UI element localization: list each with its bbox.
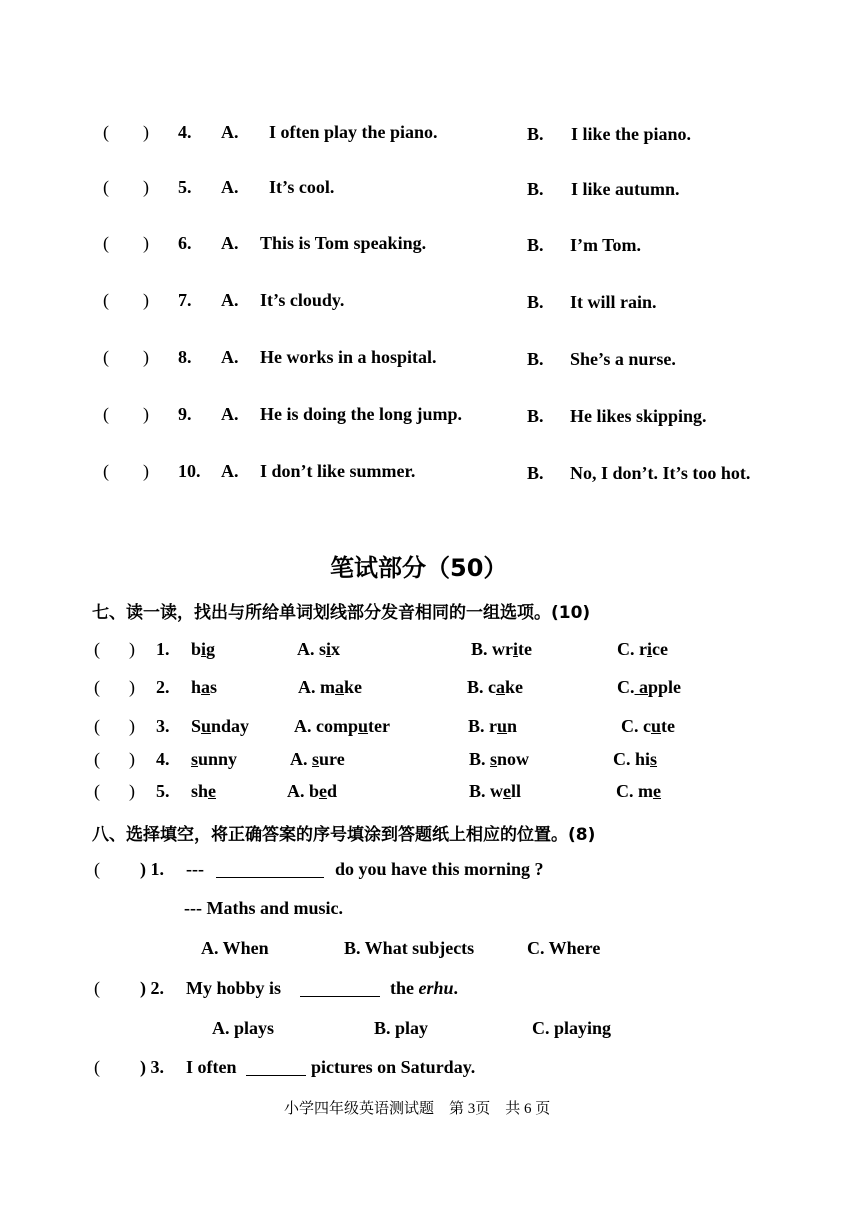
word-part: nday: [211, 716, 250, 736]
underlined-letters: a: [201, 677, 211, 697]
word-part: ll: [511, 781, 522, 801]
word-part: S: [191, 716, 202, 736]
answer-paren-close[interactable]: ): [143, 404, 149, 424]
q1-option-b: B. What subjects: [344, 938, 475, 958]
q2-option-b: B. play: [374, 1018, 429, 1038]
word-part: B. wr: [471, 639, 513, 659]
option-b-text: It will rain.: [570, 292, 657, 312]
option-b: [467, 677, 523, 698]
underlined-letters: s: [312, 749, 320, 769]
underlined-letters: e: [503, 781, 512, 801]
q1-number: ) 1.: [140, 859, 164, 879]
answer-paren-open[interactable]: (: [103, 461, 109, 481]
option-b-label: B.: [527, 406, 544, 426]
option-b: [469, 749, 529, 770]
word-part: s: [210, 677, 218, 697]
underlined-letters: u: [358, 716, 369, 736]
word-part: ure: [319, 749, 345, 769]
q1-stem: do you have this morning ?: [335, 859, 544, 879]
option-b-text: I like the piano.: [571, 124, 692, 144]
answer-paren-open[interactable]: (: [94, 749, 100, 769]
q2-stem-start: My hobby is: [186, 978, 282, 998]
word-part: pple: [648, 677, 682, 697]
given-word: [191, 749, 237, 770]
word-part: A. s: [297, 639, 327, 659]
option-c: [616, 781, 661, 802]
option-c: [617, 677, 681, 698]
option-b-label: B.: [527, 349, 544, 369]
word-part: B. w: [469, 781, 504, 801]
word-part: te: [518, 639, 532, 659]
answer-paren-close[interactable]: ): [129, 716, 135, 736]
underlined-letters: s: [191, 749, 199, 769]
underlined-letters: e: [208, 781, 217, 801]
word-part: unny: [198, 749, 238, 769]
underlined-letters: a: [634, 677, 648, 697]
option-b: [469, 781, 521, 802]
option-a-label: A.: [221, 177, 239, 197]
option-b-label: B.: [527, 179, 544, 199]
answer-paren-open[interactable]: (: [103, 404, 109, 424]
answer-paren-close[interactable]: ): [143, 290, 149, 310]
word-part: ke: [344, 677, 362, 697]
q3-number: ) 3.: [140, 1057, 164, 1077]
word-part: g: [206, 639, 216, 659]
item-number: 5.: [178, 177, 192, 197]
page-footer: 小学四年级英语测试题 第 3页 共 6 页: [284, 1101, 551, 1117]
word-part: B. r: [468, 716, 497, 736]
option-a-text: This is Tom speaking.: [260, 233, 427, 253]
word-part: b: [191, 639, 202, 659]
answer-paren-close[interactable]: ): [129, 639, 135, 659]
word-part: A. comp: [294, 716, 358, 736]
underlined-letters: i: [513, 639, 519, 659]
underlined-letters: s: [650, 749, 658, 769]
option-a-text: It’s cloudy.: [260, 290, 345, 310]
option-a-label: A.: [221, 290, 239, 310]
item-number: 4.: [178, 122, 192, 142]
answer-paren-open[interactable]: (: [94, 677, 100, 697]
answer-paren-close[interactable]: ): [143, 177, 149, 197]
answer-paren-close[interactable]: ): [129, 677, 135, 697]
word-part: C. c: [621, 716, 651, 736]
option-a-text: It’s cool.: [269, 177, 335, 197]
q3-answer-paren[interactable]: (: [94, 1057, 100, 1077]
section-7-heading: 七、读一读，找出与所给单词划线部分发音相同的一组选项。(10): [92, 603, 591, 623]
word-part: ce: [652, 639, 668, 659]
item-number: 1.: [156, 639, 170, 659]
underlined-letters: a: [335, 677, 344, 697]
q1-dash: ---: [186, 859, 204, 879]
underlined-letters: i: [201, 639, 207, 659]
option-a-text: He is doing the long jump.: [260, 404, 463, 424]
option-b-text: She’s a nurse.: [570, 349, 676, 369]
option-a-label: A.: [221, 461, 239, 481]
option-a: [297, 639, 340, 660]
item-number: 10.: [178, 461, 201, 481]
option-a: [294, 716, 390, 737]
word-part: C. m: [616, 781, 653, 801]
word-part: x: [331, 639, 341, 659]
answer-paren-close[interactable]: ): [129, 781, 135, 801]
given-word: [191, 781, 216, 802]
q1-answer-paren[interactable]: (: [94, 859, 100, 879]
option-b: [468, 716, 517, 737]
word-part: C.: [617, 677, 635, 697]
underlined-letters: i: [647, 639, 653, 659]
option-b-label: B.: [527, 292, 544, 312]
underlined-letters: u: [651, 716, 662, 736]
word-part: B. c: [467, 677, 496, 697]
q2-number: ) 2.: [140, 978, 164, 998]
q2-stem-end: the erhu.: [390, 978, 459, 998]
q1-answer-line: --- Maths and music.: [184, 898, 344, 918]
option-b-text: No, I don’t. It’s too hot.: [570, 463, 751, 483]
option-b-text: I like autumn.: [571, 179, 680, 199]
option-b-label: B.: [527, 235, 544, 255]
word-part: now: [497, 749, 530, 769]
word-part: d: [327, 781, 338, 801]
option-a: [298, 677, 362, 698]
answer-paren-open[interactable]: (: [94, 639, 100, 659]
underlined-letters: a: [496, 677, 505, 697]
q1-option-a: A. When: [201, 938, 269, 958]
underlined-letters: s: [490, 749, 498, 769]
option-a-label: A.: [221, 122, 239, 142]
word-part: n: [507, 716, 518, 736]
option-a: [290, 749, 345, 770]
answer-paren-close[interactable]: ): [143, 347, 149, 367]
word-part: A. m: [298, 677, 335, 697]
q1-blank[interactable]: [216, 861, 324, 878]
option-c: [621, 716, 675, 737]
option-a-label: A.: [221, 233, 239, 253]
item-number: 4.: [156, 749, 170, 769]
word-part: B.: [469, 749, 491, 769]
option-b-text: I’m Tom.: [570, 235, 642, 255]
underlined-letters: u: [201, 716, 212, 736]
word-part: A. b: [287, 781, 320, 801]
answer-paren-open[interactable]: (: [103, 290, 109, 310]
option-a-text: I don’t like summer.: [260, 461, 416, 481]
word-part: h: [191, 677, 202, 697]
q2-blank[interactable]: [300, 980, 380, 997]
answer-paren-close[interactable]: ): [129, 749, 135, 769]
given-word: [191, 677, 217, 698]
option-a-text: He works in a hospital.: [260, 347, 437, 367]
option-a-text: I often play the piano.: [269, 122, 438, 142]
item-number: 6.: [178, 233, 192, 253]
item-number: 9.: [178, 404, 192, 424]
q3-stem-start: I often: [186, 1057, 237, 1077]
underlined-letters: e: [319, 781, 328, 801]
word-part: C. hi: [613, 749, 651, 769]
answer-paren-open[interactable]: (: [103, 347, 109, 367]
word-part: ke: [505, 677, 523, 697]
option-a: [287, 781, 337, 802]
answer-paren-open[interactable]: (: [103, 177, 109, 197]
underlined-letters: u: [497, 716, 508, 736]
item-number: 2.: [156, 677, 170, 697]
q2-answer-paren[interactable]: (: [94, 978, 100, 998]
answer-paren-open[interactable]: (: [103, 233, 109, 253]
answer-paren-close[interactable]: ): [143, 122, 149, 142]
option-c: [613, 749, 657, 770]
option-a-label: A.: [221, 347, 239, 367]
underlined-letters: i: [326, 639, 332, 659]
option-a-label: A.: [221, 404, 239, 424]
option-b-label: B.: [527, 463, 544, 483]
written-part-title: 笔试部分（50）: [330, 554, 508, 582]
q3-stem-end: pictures on Saturday.: [311, 1057, 476, 1077]
word-part: C. r: [617, 639, 647, 659]
answer-paren-close[interactable]: ): [143, 233, 149, 253]
item-number: 8.: [178, 347, 192, 367]
q2-option-c: C. playing: [532, 1018, 612, 1038]
word-part: sh: [191, 781, 209, 801]
option-b-text: He likes skipping.: [570, 406, 707, 426]
answer-paren-close[interactable]: ): [143, 461, 149, 481]
item-number: 5.: [156, 781, 170, 801]
answer-paren-open[interactable]: (: [94, 716, 100, 736]
answer-paren-open[interactable]: (: [94, 781, 100, 801]
q1-option-c: C. Where: [527, 938, 601, 958]
word-part: te: [661, 716, 675, 736]
underlined-letters: e: [653, 781, 661, 801]
word-part: A.: [290, 749, 312, 769]
section-8-heading: 八、选择填空，将正确答案的序号填涂到答题纸上相应的位置。(8): [92, 825, 596, 845]
given-word: [191, 716, 249, 737]
answer-paren-open[interactable]: (: [103, 122, 109, 142]
given-word: [191, 639, 215, 660]
item-number: 3.: [156, 716, 170, 736]
option-c: [617, 639, 668, 660]
q2-option-a: A. plays: [212, 1018, 275, 1038]
word-part: ter: [368, 716, 390, 736]
option-b-label: B.: [527, 124, 544, 144]
option-b: [471, 639, 532, 660]
item-number: 7.: [178, 290, 192, 310]
q3-blank[interactable]: [246, 1059, 306, 1076]
